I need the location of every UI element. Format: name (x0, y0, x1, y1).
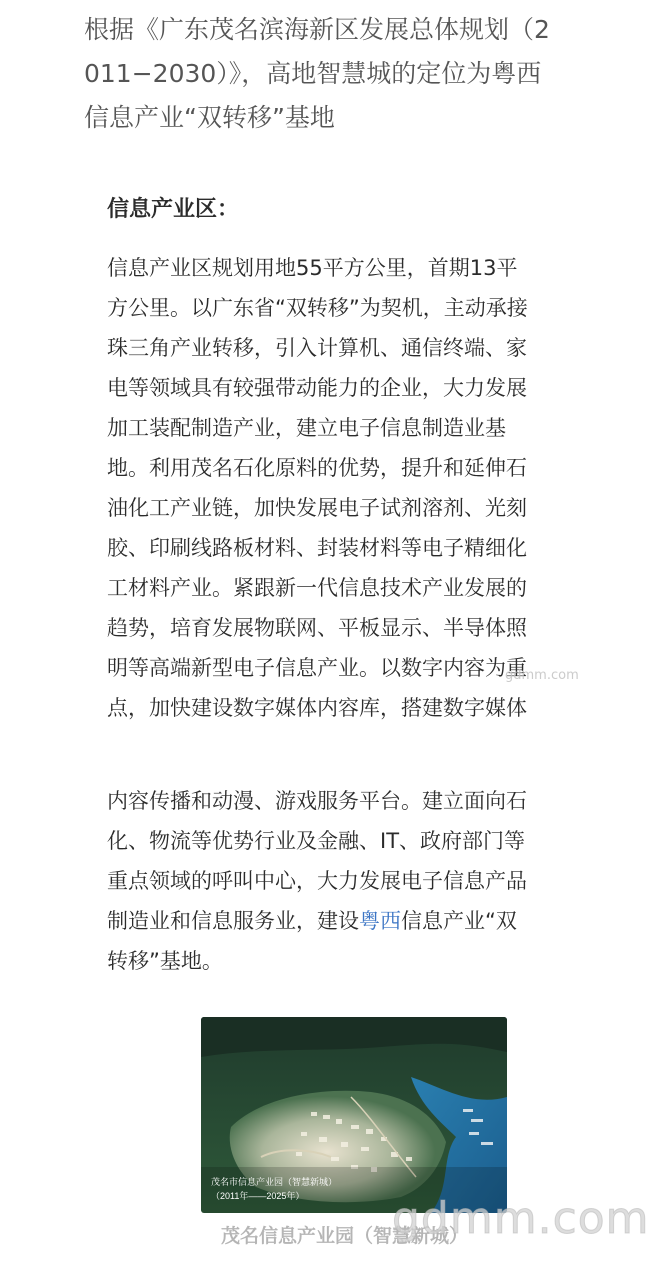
intro-text (84, 8, 644, 140)
intro-line: 011−2030）》，高地智慧城的定位为粤西 (84, 59, 542, 88)
figure-overlay-title: 茂名市信息产业园（智慧新城） (211, 1177, 338, 1187)
paragraph-line: 工材料产业。紧跟新一代信息技术产业发展的 (107, 576, 527, 600)
paragraph-line: 珠三角产业转移，引入计算机、通信终端、家 (107, 336, 527, 360)
paragraph-line: 信息产业区规划用地55平方公里，首期13平 (107, 256, 518, 280)
section-title: 信息产业区： (107, 197, 240, 222)
paragraph-line: 油化工产业链，加快发展电子试剂溶剂、光刻 (107, 496, 527, 520)
watermark-small: gdmm.com (505, 668, 579, 683)
paragraph-line: 重点领域的呼叫中心，大力发展电子信息产品 (107, 869, 527, 893)
paragraph-1 (107, 248, 617, 728)
paragraph-text: 信息产业“双 (401, 909, 517, 933)
paragraph-line: 转移”基地。 (107, 949, 223, 973)
paragraph-line: 地。利用茂名石化原料的优势，提升和延伸石 (107, 456, 527, 480)
region-link[interactable]: 粤西 (359, 909, 401, 933)
paragraph-text: 制造业和信息服务业，建设 (107, 909, 359, 933)
paragraph-line: 方公里。以广东省“双转移”为契机，主动承接 (107, 296, 528, 320)
intro-line: 根据《广东茂名滨海新区发展总体规划（2 (84, 15, 550, 44)
paragraph-line: 趋势，培育发展物联网、平板显示、半导体照 (107, 616, 527, 640)
paragraph-line: 胶、印刷线路板材料、封装材料等电子精细化 (107, 536, 527, 560)
figure-overlay-years: （2011年——2025年） (211, 1191, 305, 1201)
aerial-rendering-image (201, 1017, 507, 1213)
paragraph-line: 化、物流等优势行业及金融、IT、政府部门等 (107, 829, 526, 853)
paragraph-line (107, 901, 617, 941)
intro-line: 信息产业“双转移”基地 (84, 103, 335, 132)
aerial-rendering-graphic (201, 1017, 507, 1213)
paragraph-line: 加工装配制造产业，建立电子信息制造业基 (107, 416, 506, 440)
paragraph-line: 点，加快建设数字媒体内容库，搭建数字媒体 (107, 696, 527, 720)
watermark-logo: gdmm.com (392, 1193, 650, 1244)
paragraph-line: 电等领域具有较强带动能力的企业，大力发展 (107, 376, 527, 400)
paragraph-line: 明等高端新型电子信息产业。以数字内容为重 (107, 656, 527, 680)
figure-caption: 茂名信息产业园（智慧新城） (221, 1225, 469, 1247)
paragraph-line: 内容传播和动漫、游戏服务平台。建立面向石 (107, 789, 527, 813)
paragraph-2 (107, 781, 617, 981)
